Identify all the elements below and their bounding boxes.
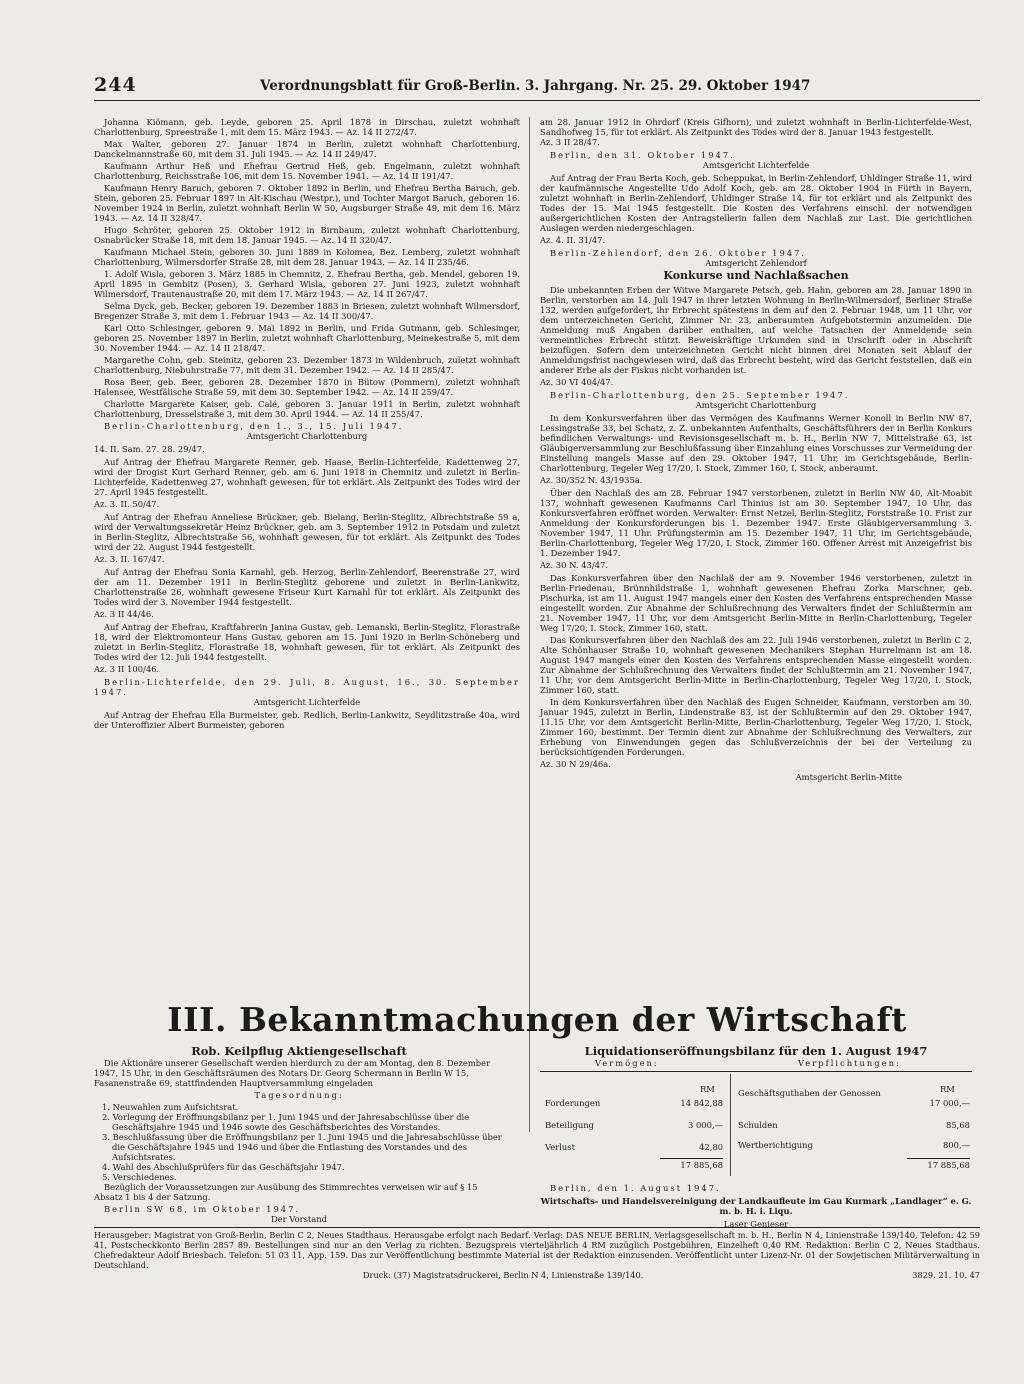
company-signature: Der Vorstand bbox=[270, 1214, 328, 1224]
assets-total: 17 885,68 bbox=[660, 1158, 723, 1170]
imprint-code: 3829. 21. 10. 47 bbox=[912, 1270, 980, 1280]
case-reference: Az. 30 VI 404/47. bbox=[540, 377, 614, 387]
case-reference: Az. 3 II 100/46. bbox=[94, 664, 160, 674]
death-declaration-notice: Auf Antrag der Ehefrau Anneliese Brückner, geb. Bielang, Berlin-Steglitz, Albrechtstraße 59 a, wird der Verwaltungssekretär Heinz Brückner, geb. am 3. September 1912 in Potsdam und zuletzt in Berlin-Steglitz, Albrechtstraße 56, wohnhaft gewesen, für tot erklärt. Als Zeitpunkt des Todes wird der 22. August 1944 festgestellt. bbox=[94, 512, 520, 552]
case-reference: Az. 30 N. 43/47. bbox=[540, 560, 609, 570]
company-place-date: Berlin SW 68, im Oktober 1947. bbox=[104, 1204, 301, 1214]
liability-row bbox=[738, 1120, 970, 1132]
currency-label: RM bbox=[700, 1084, 715, 1094]
company-title: Rob. Keilpflug Aktiengesellschaft bbox=[191, 1044, 407, 1058]
imprint-printer bbox=[94, 1270, 980, 1280]
notice-place-date: Berlin, den 31. Oktober 1947. bbox=[550, 150, 735, 160]
death-declaration-entry: Kaufmann Arthur Heß und Ehefrau Gertrud Heß, geb. Engelmann, zuletzt wohnhaft Charlottenburg, Reichsstraße 106, mit dem 15. November 1941. — Az. 14 II 191/47. bbox=[94, 161, 520, 181]
liabilities-heading: Verpflichtungen: bbox=[798, 1058, 901, 1068]
company-announcement bbox=[94, 1046, 504, 1227]
page-header bbox=[94, 74, 980, 98]
liability-amount: 800,— bbox=[942, 1140, 970, 1150]
assets-heading: Vermögen: bbox=[595, 1058, 659, 1068]
death-declaration-entry: Johanna Kiömann, geb. Leyde, geboren 25. April 1878 in Dirschau, zuletzt wohnhaft Charlottenburg, Spreestraße 1, mit dem 15. März 1943. — Az. 14 II 272/47. bbox=[94, 117, 520, 137]
bankruptcy-notice: Das Konkursverfahren über den Nachlaß des am 22. Juli 1946 verstorbenen, zuletzt in Berlin C 2, Alte Schönhauser Straße 10, wohnhaft gewesenen Mechanikers Stephan Hurrelmann ist am 18. August 1947 mangels einer den Kosten des Verfahrens entsprechenden Masse eingestellt worden. Zur Abnahme der Schlußrechnung des Verwalters findet der Schlußtermin am 21. November 1947, 11 Uhr, vor dem Amtsgericht Berlin-Mitte in Berlin-Charlottenburg, Tegeler Weg 17/20, I. Stock, Zimmer 160, statt. bbox=[540, 635, 972, 695]
asset-label: Forderungen bbox=[545, 1098, 601, 1108]
death-declaration-entry: Charlotte Margarete Kaiser, geb. Calé, geboren 3. Januar 1911 in Berlin, zuletzt wohnhaft Charlottenburg, Dresselstraße 3, mit dem 30. April 1944. — Az. 14 II 255/47. bbox=[94, 399, 520, 419]
asset-row bbox=[545, 1098, 723, 1110]
section-heading: III. Bekanntmachungen der Wirtschaft bbox=[167, 1000, 907, 1039]
death-declaration-notice: Auf Antrag der Frau Berta Koch, geb. Scheppukat, in Berlin-Zehlendorf, Uhldinger Straße 11, wird der kaufmännische Angestellte Udo Adolf Koch, geb. am 28. Oktober 1904 in Fürth in Bayern, zuletzt wohnhaft in Berlin-Zehlendorf, Uhldinger Straße 14, für tot erklärt und als Zeitpunkt des Todes der 15. Mai 1945 festgestellt. Die Kosten des Verfahrens einschl. der notwendigen außergerichtlichen Kosten der Antragstellerin fallen dem Nachlaß zur Last. Die gerichtlichen Auslagen werden niedergeschlagen. bbox=[540, 173, 972, 233]
case-reference: Az. 3 II 44/46. bbox=[94, 609, 154, 619]
case-reference: Az. 30 N 29/46a. bbox=[540, 759, 611, 769]
asset-label: Verlust bbox=[545, 1142, 575, 1152]
death-declaration-entry: Kaufmann Michael Stein, geboren 30. Juni 1889 in Kolomea, Bez. Lemberg, zuletzt wohnhaft Charlottenburg, Wilmersdorfer Straße 28, mit dem 28. Januar 1943. — Az. 14 II 235/46. bbox=[94, 247, 520, 267]
death-declaration-entry: Kaufmann Henry Baruch, geboren 7. Oktober 1892 in Berlin, und Ehefrau Bertha Baruch, geb. Stein, geboren 25. Februar 1897 in Alt-Kischau (Westpr.), und Tochter Margot Baruch, geboren 16. November 1924 in Berlin, zuletzt wohnhaft Berlin W 50, Augsburger Straße 49, mit dem 16. März 1943. — Az. 14 II 328/47. bbox=[94, 183, 520, 223]
liability-label: Schulden bbox=[738, 1120, 778, 1130]
agenda-item: 4. Wahl des Abschlußprüfers für das Geschäftsjahr 1947. bbox=[102, 1162, 345, 1172]
bankruptcy-notice: In dem Konkursverfahren über das Vermögen des Kaufmanns Werner Konoll in Berlin NW 87, Lessingstraße 33, bei Schatz, z. Z. unbekannten Aufenthalts, Geschäftsführers der in Berlin Konkurs befindlichen Verwaltungs- und Revisionsgesellschaft m. b. H., Berlin NW 7, Mittelstraße 63, ist Gläubigerversammlung zur Beschlußfassung über Einzahlung eines Vorschusses zur Vermeidung der Einstellung mangels Masse auf den 29. Oktober 1947, 11 Uhr, im Gerichtsgebäude, Berlin-Charlottenburg, Tegeler Weg 17/20, I. Stock, Zimmer 160, I. Stock, anberaumt. bbox=[540, 413, 972, 473]
agenda-item: 5. Verschiedenes. bbox=[102, 1172, 177, 1182]
imprint bbox=[94, 1230, 980, 1280]
currency-label: RM bbox=[940, 1084, 955, 1094]
liability-label: Geschäftsguthaben der Genossen bbox=[738, 1088, 881, 1098]
imprint-printer-text: Druck: (37) Magistratsdruckerei, Berlin N 4, Linienstraße 139/140. bbox=[362, 1270, 644, 1280]
balance-title: Liquidationseröffnungsbilanz für den 1. August 1947 bbox=[584, 1044, 928, 1058]
death-declaration-entry: Margarethe Cohn, geb. Steinitz, geboren 23. Dezember 1873 in Wildenbruch, zuletzt wohnhaft Charlottenburg, Niebuhrstraße 77, mit dem 31. Dezember 1942. — Az. 14 II 285/47. bbox=[94, 355, 520, 375]
balance-rule bbox=[540, 1071, 972, 1072]
case-reference: Az. 3. II. 167/47. bbox=[94, 554, 165, 564]
notice-place-date: Berlin-Lichterfelde, den 29. Juli, 8. August, 16., 30. September 1947. bbox=[94, 677, 520, 697]
bankruptcy-notice: In dem Konkursverfahren über den Nachlaß des Eugen Schneider, Kaufmann, verstorben am 30. Januar 1945, zuletzt in Berlin, Lindenstraße 83, ist der Schlußtermin auf den 29. Oktober 1947, 11.15 Uhr, vor dem Amtsgericht Berlin-Mitte, Berlin-Charlottenburg, Tegeler Weg 17/20, I. Stock, Zimmer 160, bestimmt. Der Termin dient zur Abnahme der Schlußrechnung des Verwalters, zur Erhebung von Einwendungen gegen das Schlußverzeichnis der bei der Verteilung zu berücksichtigenden Forderungen. bbox=[540, 697, 972, 757]
header-title: Verordnungsblatt für Groß-Berlin. 3. Jahrgang. Nr. 25. 29. Oktober 1947 bbox=[260, 78, 811, 94]
balance-signers: Laser Genieser bbox=[723, 1219, 789, 1229]
column-divider bbox=[529, 117, 530, 1132]
death-declaration-notice: Auf Antrag der Ehefrau Margarete Renner, geb. Haase, Berlin-Lichterfelde, Kadettenweg 27, wird der Drogist Kurt Gerhard Renner, geb. am 6. Juni 1918 in Chemnitz und zuletzt in Berlin-Lichterfelde, Kadettenweg 27, wohnhaft gewesen, für tot erklärt. Als Zeitpunkt des Todes wird der 27. April 1945 festgestellt. bbox=[94, 457, 520, 497]
agenda-item: 2. Vorlegung der Eröffnungsbilanz per 1. Juni 1945 und der Jahresabschlüsse über die Geschäftsjahre 1945 und 1946 sowie des Geschäftsberichtes des Vorstandes. bbox=[102, 1112, 470, 1132]
court-name: Amtsgericht Berlin-Mitte bbox=[795, 772, 902, 782]
asset-amount: 42,80 bbox=[699, 1142, 723, 1152]
balance-sheet bbox=[540, 1044, 972, 1229]
death-declaration-entry: Max Walter, geboren 27. Januar 1874 in Berlin, zuletzt wohnhaft Charlottenburg, Danckelmannstraße 60, mit dem 31. Juli 1945. — Az. 14 II 249/47. bbox=[94, 139, 520, 159]
notice-place-date: Berlin-Charlottenburg, den 25. September 1947. bbox=[550, 390, 850, 400]
liability-amount: 17 000,— bbox=[929, 1098, 970, 1108]
court-name: Amtsgericht Charlottenburg bbox=[695, 400, 817, 410]
court-name: Amtsgericht Charlottenburg bbox=[246, 431, 368, 441]
death-declaration-entry: Hugo Schröter, geboren 25. Oktober 1912 in Birnbaum, zuletzt wohnhaft Charlottenburg, Osnabrücker Straße 18, mit dem 18. Januar 1945. — Az. 14 II 320/47. bbox=[94, 225, 520, 245]
asset-amount: 3 000,— bbox=[687, 1120, 723, 1130]
bankruptcy-notice: Über den Nachlaß des am 28. Februar 1947 verstorbenen, zuletzt in Berlin NW 40, Alt-Moabit 137, wohnhaft gewesenen Kaufmanns Carl Thinius ist am 30. September 1947, 10 Uhr, das Konkursverfahren eröffnet worden. Verwalter: Ernst Netzel, Berlin-Steglitz, Forststraße 10. Frist zur Anmeldung der Konkursforderungen bis 1. Dezember 1947. Erste Gläubigerversammlung 3. November 1947, 11 Uhr. Prüfungstermin am 15. Dezember 1947, 11 Uhr, im Gerichtsgebäude, Berlin-Charlottenburg, Tegeler Weg 17/20, I. Stock, Zimmer 160. Offener Arrest mit Anzeigefrist bis 1. Dezember 1947. bbox=[540, 488, 972, 558]
left-column bbox=[94, 117, 520, 1132]
agenda-item: 3. Beschlußfassung über die Eröffnungsbilanz per 1. Juni 1945 und die Jahresabschlüsse über die Geschäftsjahre 1945 und 1946 und über die Entlastung des Vorstandes und des Aufsichtsrates. bbox=[102, 1132, 502, 1162]
balance-place-date: Berlin, den 1. August 1947. bbox=[550, 1183, 721, 1193]
right-column bbox=[540, 117, 972, 1132]
liability-label: Wertberichtigung bbox=[738, 1140, 813, 1150]
death-declaration-entry: Rosa Beer, geb. Beer, geboren 28. Dezember 1870 in Bütow (Pommern), zuletzt wohnhaft Halensee, Westfälische Straße 59, mit dem 30. September 1942. — Az. 14 II 259/47. bbox=[94, 377, 520, 397]
notice-place-date: Berlin-Charlottenburg, den 1., 3., 15. Juli 1947. bbox=[104, 421, 404, 431]
death-declaration-entry: Karl Otto Schlesinger, geboren 9. Mai 1892 in Berlin, und Frida Gutmann, geb. Schlesinger, geboren 25. November 1897 in Berlin, zuletzt wohnhaft Charlottenburg, Meinekestraße 5, mit dem 30. November 1944. — Az. 14 II 218/47. bbox=[94, 323, 520, 353]
court-name: Amtsgericht Zehlendorf bbox=[705, 258, 807, 268]
case-reference: Az. 3. II. 50/47. bbox=[94, 499, 160, 509]
estate-notice: Die unbekannten Erben der Witwe Margarete Petsch, geb. Hahn, geboren am 28. Januar 1890 in Berlin, verstorben am 14. Juli 1947 in ihrer letzten Wohnung in Berlin-Wilmersdorf, Berliner Straße 132, werden aufgefordert, ihr Erbrecht spätestens in dem auf den 2. Februar 1948, um 11 Uhr, vor dem unterzeichneten Gericht, Zimmer Nr. 23, anberaumten Aufgebotstermin anzumelden. Die Anmeldung muß Angaben darüber enthalten, auf welche Tatsachen der Anmeldende sein vermeintliches Erbrecht stützt. Beweiskräftige Urkunden sind in Urschrift oder in Abschrift beizufügen. Sofern dem unterzeichneten Gericht nicht binnen drei Monaten seit Ablauf der Anmeldungsfrist nachgewiesen wird, daß das Erbrecht besteht, wird das Gericht feststellen, daß ein anderer Erbe als der Fiskus nicht vorhanden ist. bbox=[540, 285, 972, 375]
bankruptcy-notice: Das Konkursverfahren über den Nachlaß der am 9. November 1946 verstorbenen, zuletzt in Berlin-Friedenau, Brünnhildstraße 1, wohnhaft gewesenen Ehefrau Zorka Marschner, geb. Pischurka, ist am 11. August 1947 mangels einer den Kosten des Verfahrens entsprechenden Masse eingestellt worden. Zur Abnahme der Schlußrechnung des Verwalters findet der Schlußtermin am 21. November 1947, 11 Uhr, vor dem Amtsgericht Berlin-Mitte in Berlin-Charlottenburg, Tegeler Weg 17/20, I. Stock, Zimmer 160, statt. bbox=[540, 573, 972, 633]
asset-row bbox=[545, 1142, 723, 1154]
death-declaration-continuation: am 28. Januar 1912 in Ohrdorf (Kreis Gifhorn), und zuletzt wohnhaft in Berlin-Lichterfelde-West, Sandhofweg 15, für tot erklärt. Als Zeitpunkt des Todes wird der 8. Januar 1943 festgestellt. bbox=[540, 117, 972, 137]
case-reference: 14. II. Sam. 27. 28. 29/47. bbox=[94, 444, 205, 454]
liability-row bbox=[738, 1088, 970, 1112]
balance-headings bbox=[540, 1058, 972, 1069]
asset-amount: 14 842,88 bbox=[680, 1098, 723, 1108]
death-declaration-entry: Selma Dyck, geb. Becker, geboren 19. Dezember 1883 in Briesen, zuletzt wohnhaft Wilmersdorf, Bregenzer Straße 3, mit dem 1. Februar 1943 — Az. 14 II 300/47. bbox=[94, 301, 520, 321]
liability-row bbox=[738, 1140, 970, 1152]
balance-divider bbox=[730, 1074, 731, 1176]
agenda-title: Tagesordnung: bbox=[254, 1090, 344, 1100]
company-note: Bezüglich der Voraussetzungen zur Ausübung des Stimmrechtes verweisen wir auf § 15 Absatz 1 bis 4 der Satzung. bbox=[94, 1182, 478, 1202]
case-reference: Az. 3 II 28/47. bbox=[540, 137, 600, 147]
liabilities-total: 17 885,68 bbox=[907, 1158, 970, 1170]
imprint-rule bbox=[94, 1227, 980, 1228]
court-name: Amtsgericht Lichterfelde bbox=[702, 160, 810, 170]
imprint-text: Herausgeber: Magistrat von Groß-Berlin, Berlin C 2, Neues Stadthaus. Herausgabe erfolgt nach Bedarf. Verlag: DAS NEUE BERLIN, Verlagsgesellschaft m. b. H., Berlin N 4, Linienstraße 139/140, Telefon: 42 59 41, Postscheckkonto Berlin 2857 89. Bestellungen sind nur an den Verlag zu richten. Bezugspreis vierteljährlich 4 RM zuzüglich Postgebühren, Einzelheft 0,40 RM. Redaktion: Berlin C 2, Neues Stadthaus. Chefredakteur Adolf Briesbach. Telefon: 51 03 11, App. 159. Das zur Veröffentlichung bestimmte Material ist der Redaktion einzusenden. Veröffentlicht unter Lizenz-Nr. 01 der Sowjetischen Militärverwaltung in Deutschland. bbox=[94, 1230, 980, 1270]
header-rule bbox=[94, 100, 980, 101]
konkurs-section-title: Konkurse und Nachlaßsachen bbox=[663, 269, 849, 282]
balance-organisation: Wirtschafts- und Handelsvereinigung der Landkaufleute im Gau Kurmark „Landlager“ e. G. m. b. H. i. Liqu. bbox=[540, 1196, 972, 1216]
company-invitation: Die Aktionäre unserer Gesellschaft werden hierdurch zu der am Montag, den 8. Dezember 1947, 15 Uhr, in den Geschäftsräumen des Notars Dr. Georg Schermann in Berlin W 15, Fasanenstraße 69, stattfindenden Hauptversammlung eingeladen bbox=[94, 1058, 491, 1088]
case-reference: Az. 4. II. 31/47. bbox=[540, 235, 606, 245]
death-declaration-entry: 1. Adolf Wisla, geboren 3. März 1885 in Chemnitz, 2. Ehefrau Bertha, geb. Mendel, geboren 19. April 1895 in Gembitz (Posen), 3. Gerhard Wisla, geboren 27. Juni 1923, zuletzt wohnhaft Wilmersdorf, Trautenaustraße 20, mit dem 17. März 1943. — Az. 14 II 267/47. bbox=[94, 269, 520, 299]
asset-row bbox=[545, 1120, 723, 1132]
case-reference: Az. 30/352 N. 43/1935a. bbox=[540, 475, 643, 485]
death-declaration-notice: Auf Antrag der Ehefrau Ella Burmeister, geb. Redlich, Berlin-Lankwitz, Seydlitzstraße 40a, wird der Unteroffizier Albert Burmeister, geboren bbox=[94, 710, 520, 730]
asset-label: Beteiligung bbox=[545, 1120, 594, 1130]
court-name: Amtsgericht Lichterfelde bbox=[253, 697, 361, 707]
death-declaration-notice: Auf Antrag der Ehefrau, Kraftfahrerin Janina Gustav, geb. Lemanski, Berlin-Steglitz, Florastraße 18, wird der Elektromonteur Hans Gustav, geboren am 15. Juni 1920 in Berlin-Schöneberg und zuletzt in Berlin-Steglitz, Florastraße 18, wohnhaft gewesen, für tot erklärt. Als Zeitpunkt des Todes wird der 12. Juli 1944 festgestellt. bbox=[94, 622, 520, 662]
death-declaration-notice: Auf Antrag der Ehefrau Sonia Karnahl, geb. Herzog, Berlin-Zehlendorf, Beerenstraße 27, wird der am 11. Dezember 1911 in Berlin-Steglitz geborene und zuletzt in Berlin-Lankwitz, Charlottenstraße 26, wohnhaft gewesene Friseur Kurt Karnahl für tot erklärt. Als Zeitpunkt des Todes wird der 3. November 1944 festgestellt. bbox=[94, 567, 520, 607]
balance-footer bbox=[540, 1181, 972, 1232]
page-number: 244 bbox=[94, 74, 137, 96]
liability-amount: 85,68 bbox=[946, 1120, 970, 1130]
agenda-item: 1. Neuwahlen zum Aufsichtsrat. bbox=[102, 1102, 239, 1112]
notice-place-date: Berlin-Zehlendorf, den 26. Oktober 1947. bbox=[550, 248, 807, 258]
